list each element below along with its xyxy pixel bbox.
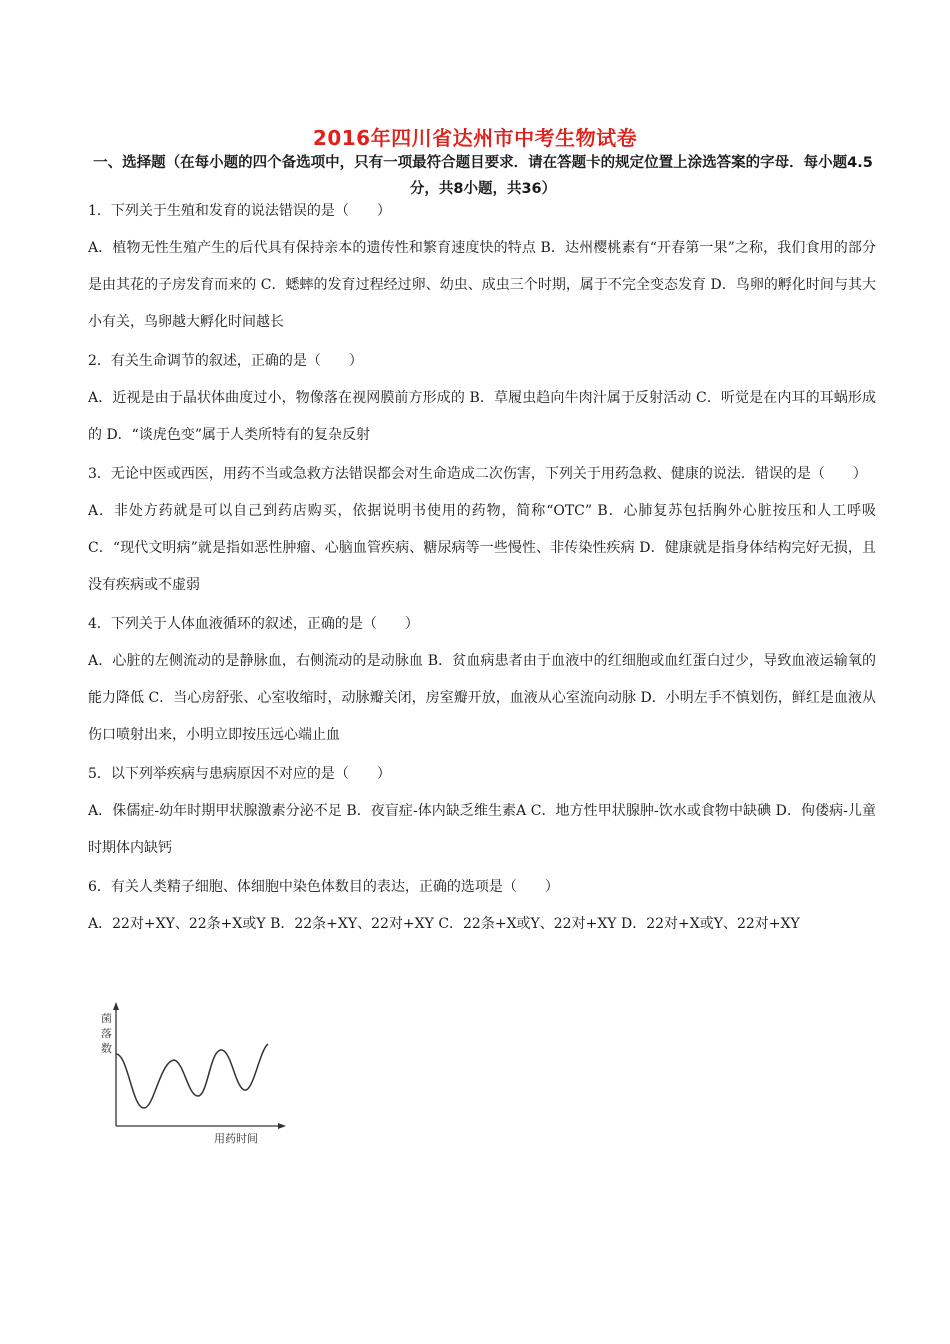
exam-title: 2016年四川省达州市中考生物试卷	[312, 126, 638, 150]
bacteria-count-figure	[101, 1000, 294, 1148]
question-stem: 1．下列关于生殖和发育的说法错误的是（ ）	[88, 203, 391, 219]
question-stem: 4．下列关于人体血液循环的叙述，正确的是（ ）	[88, 616, 419, 632]
question-stem: 2．有关生命调节的叙述，正确的是（ ）	[88, 353, 363, 369]
y-axis-label-char: 数	[101, 1042, 112, 1055]
question-4	[88, 611, 876, 754]
bacteria-count-curve	[116, 1044, 268, 1108]
x-axis-label: 用药时间	[214, 1132, 258, 1145]
y-axis-label-char: 落	[101, 1027, 112, 1040]
question-stem: 5．以下列举疾病与患病原因不对应的是（ ）	[88, 766, 391, 782]
question-options: A．近视是由于晶状体曲度过小，物像落在视网膜前方形成的 B．草履虫趋向牛肉汁属于反射活动 C．听觉是在内耳的耳蜗形成的 D．“谈虎色变”属于人类所特有的复杂反射	[88, 390, 876, 443]
question-6	[88, 874, 876, 943]
section-heading: 一、选择题（在每小题的四个备选项中，只有一项最符合题目要求．请在答题卡的规定位置上涂选答案的字母．每小题4.5分，共8小题，共36）	[93, 155, 873, 197]
question-options: A．心脏的左侧流动的是静脉血，右侧流动的是动脉血 B．贫血病患者由于血液中的红细胞或血红蛋白过少，导致血液运输氧的能力降低 C．当心房舒张、心室收缩时，动脉瓣关闭，房室瓣开放，血液从心室流向动脉 D．小明左手不慎划伤，鲜红是血液从伤口喷射出来，小明立即按压远心端止血	[88, 653, 876, 743]
question-2	[88, 348, 876, 454]
question-options: A．植物无性生殖产生的后代具有保持亲本的遗传性和繁育速度快的特点 B．达州樱桃素有“开春第一果”之称，我们食用的部分是由其花的子房发育而来的 C．蟋蟀的发育过程经过卵、幼虫、成虫三个时期，属于不完全变态发育 D．鸟卵的孵化时间与其大小有关，鸟卵越大孵化时间越长	[88, 240, 876, 330]
question-stem: 6．有关人类精子细胞、体细胞中染色体数目的表达，正确的选项是（ ）	[88, 879, 559, 895]
x-axis-arrow	[278, 1123, 286, 1129]
question-options: A．侏儒症-幼年时期甲状腺激素分泌不足 B．夜盲症-体内缺乏维生素A C．地方性甲状腺肿-饮水或食物中缺碘 D．佝偻病-儿童时期体内缺钙	[88, 803, 876, 856]
y-axis-arrow	[113, 1002, 119, 1010]
question-options: A．非处方药就是可以自己到药店购买，依据说明书使用的药物，简称“OTC” B．心肺复苏包括胸外心脏按压和人工呼吸 C．“现代文明病”就是指如恶性肿瘤、心脑血管疾病、糖尿病等一些慢性、非传染性疾病 D．健康就是指身体结构完好无损，且没有疾病或不虚弱	[88, 503, 876, 593]
question-1	[88, 198, 876, 341]
question-list	[88, 198, 876, 950]
question-3	[88, 461, 876, 604]
question-options: A．22对+XY、22条+X或Y B．22条+XY、22对+XY C．22条+X或Y、22对+XY D．22对+X或Y、22对+XY	[88, 916, 800, 932]
question-5	[88, 761, 876, 867]
y-axis-label-char: 菌	[101, 1012, 112, 1025]
question-stem: 3．无论中医或西医，用药不当或急救方法错误都会对生命造成二次伤害，下列关于用药急救、健康的说法．错误的是（ ）	[88, 466, 867, 482]
